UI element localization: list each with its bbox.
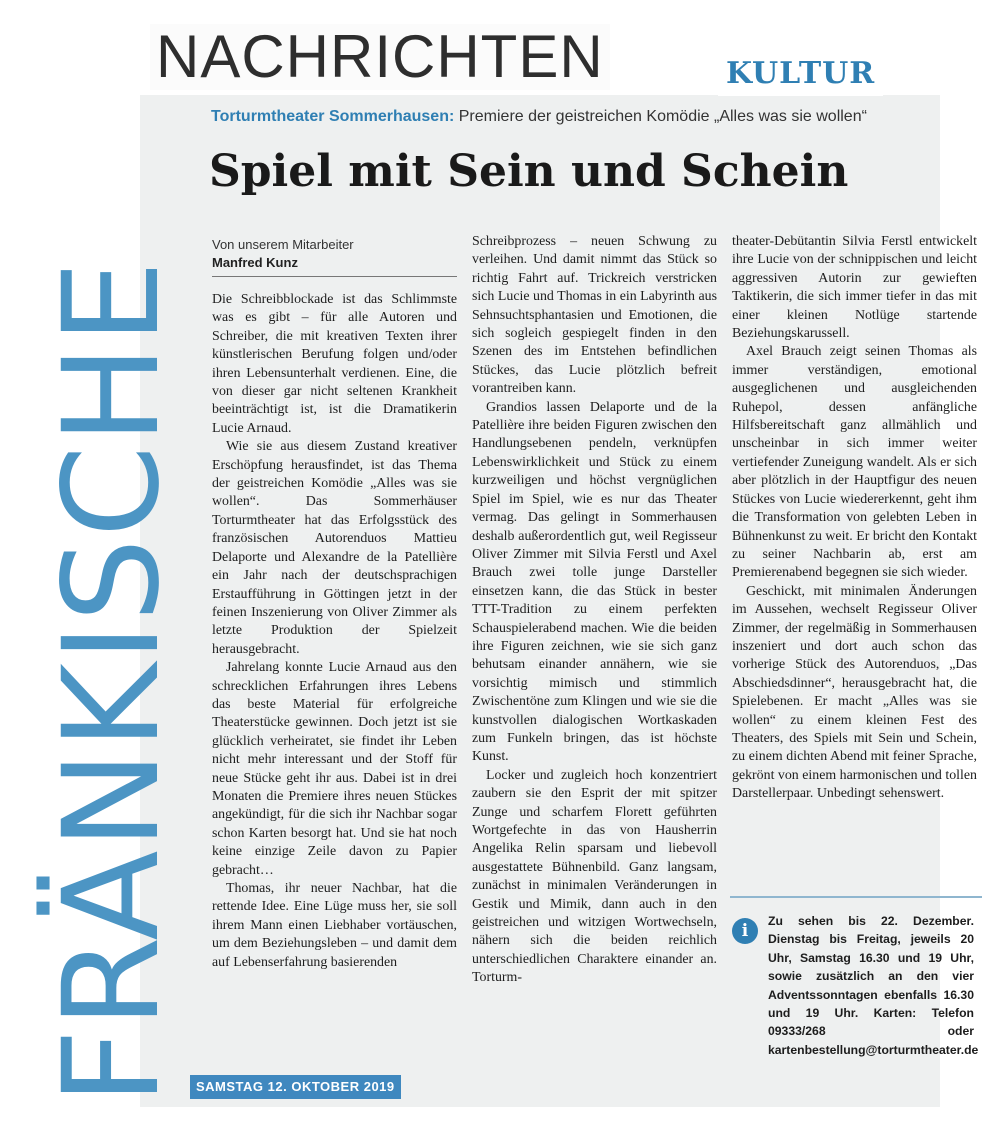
- paragraph: Thomas, ihr neuer Nachbar, hat die rettende Idee. Eine Lüge muss her, sie soll ihrem Mann einen Liebhaber vortäuschen, um dem Beziehungsleben – und damit dem auf Lebenserfahrung basierenden: [212, 881, 457, 970]
- paragraph: Axel Brauch zeigt seinen Thomas als immer verständigen, emotional ausgeglichenen und ausgleichenden Ruhepol, dessen anfängliche Hilfsbereitschaft ganz allmählich und unscheinbar in sich immer weiter vertiefender Zuneigung wandelt. Als er sich aber plötzlich in der Hauptfigur des neuen Stückes von Lucie wiedererkennt, geht ihm die Transformation von gelebten Leben in Bühnenkunst zu weit. Er bricht den Kontakt zu seiner Nachbarin ab, erst am Premierenabend begegnen sie sich wieder.: [732, 344, 977, 581]
- kicker-text: Premiere der geistreichen Komödie „Alles was sie wollen“: [454, 108, 867, 125]
- byline-author: Manfred Kunz: [212, 255, 298, 270]
- byline-divider: [212, 276, 457, 277]
- paragraph: Grandios lassen Delaporte und de la Patellière ihre beiden Figuren zwischen den Handlungsebenen pendeln, verknüpfen Lebenswirklichkeit und Stück zu einem kurzweiligen und höchst vergnüglichen Spiel im Spiel, wie es nur das Theater vermag. Das gelingt in Sommerhausen deshalb außerordentlich gut, weil Regisseur Oliver Zimmer mit Silvia Ferstl und Axel Brauch zwei tolle junge Darsteller einsetzen kann, die das Stück in bester TTT-Tradition zu einem perfekten Schauspielerabend machen. Wie die beiden ihre Figuren zeichnen, wie sie sich ganz behutsam einander annähern, wie sie vorsichtig mimisch und stimmlich Zwischentöne zum Klingen und wie sie die kunstvollen dialogischen Wortkaskaden zum Funkeln bringen, das ist höchste Kunst.: [472, 399, 717, 765]
- paragraph: Die Schreibblockade ist das Schlimmste was es gibt – für alle Autoren und Schreiber, die mit kreativen Texten ihrer künstlerischen Berufung folgen und/oder ihren Lebensunterhalt verdienen. Eine, die von dieser gar nicht seltenen Krankheit beeinträchtigt ist, ist die Dramatikerin Lucie Arnaud.: [212, 292, 457, 436]
- paragraph: theater-Debütantin Silvia Ferstl entwickelt ihre Lucie von der schnippischen und leicht aggressiven Autorin zur gewieften Taktikerin, die sich immer tiefer in das mit einer kleinen Notlüge startende Beziehungskarussell.: [732, 234, 977, 342]
- article-kicker: [211, 108, 867, 126]
- paragraph: Locker und zugleich hoch konzentriert zaubern sie den Esprit der mit spitzer Zunge und scharfem Florett geführten Wortgefechte in das von Hausherrin Angelika Relin sparsam und liebevoll ausgestattete Bühnenbild. Ganz langsam, zunächst in minimalen Veränderungen in Gestik und Mimik, dann auch in den geistreichen und witzigen Wortwechseln, nähern sich die beiden reichlich unterschiedlichen Charaktere einander an. Torturm-: [472, 767, 717, 986]
- article-column-1: [212, 291, 457, 972]
- article-column-2: [472, 233, 717, 988]
- info-text: Zu sehen bis 22. Dezember. Dienstag bis Freitag, jeweils 20 Uhr, Samstag 16.30 und 19 Uhr, sowie zusätzlich an den vier Adventssonntagen ebenfalls 16.30 und 19 Uhr. Karten: Telefon 09333/268 oder kartenbestellung@torturmtheater.de: [768, 914, 979, 1057]
- paragraph: Wie sie aus diesem Zustand kreativer Erschöpfung herausfindet, ist das Thema der geistreichen Komödie „Alles was sie wollen“. Das Sommerhäuser Torturmtheater hat das Erfolgsstück des französischen Autorenduos Mattieu Delaporte und Alexandre de la Patellière ein Jahr nach der deutschsprachigen Erstaufführung in Göttingen jetzt in der feinen Inszenierung von Oliver Zimmer als letzte Produktion der Spielzeit herausgebracht.: [212, 439, 457, 657]
- paragraph: Jahrelang konnte Lucie Arnaud aus den schrecklichen Erfahrungen ihres Lebens das beste Material für erfolgreiche Theaterstücke gewinnen. Doch jetzt ist sie glücklich verheiratet, sie findet ihr Leben nicht mehr interessant und der Stoff für neue Stücke geht ihr aus. Dabei ist in drei Monaten die Premiere ihres neuen Stückes angekündigt, für die sich ihr Nachbar sogar schon Karten besorgt hat. Und sie hat noch keine einzige Zeile davon zu Papier gebracht…: [212, 660, 457, 878]
- publication-date: SAMSTAG 12. OKTOBER 2019: [190, 1075, 401, 1099]
- info-box-rule: [730, 896, 982, 898]
- byline: [212, 236, 354, 272]
- vertical-newspaper-title: FRÄNKISCHE: [35, 259, 189, 1105]
- section-tag: KULTUR: [718, 52, 883, 96]
- paragraph: Geschickt, mit minimalen Änderungen im Aussehen, wechselt Regisseur Oliver Zimmer, der regelmäßig in Sommerhausen inszeniert und dort auch schon das vorherige Stück des Autorenduos, „Das Abschiedsdinner“, herausgebracht hat, die Spielebenen. Er macht „Alles was sie wollen“ zu einem kleinen Fest des Theaters, des Spiels mit Sein und Schein, zu einem dichten Abend mit feiner Sprache, gekrönt von einem harmonischen und tollen Darstellerpaar. Unbedingt sehenswert.: [732, 583, 977, 802]
- paragraph: Schreibprozess – neuen Schwung zu verleihen. Und damit nimmt das Stück so richtig Fahrt auf. Trickreich verstricken sich Lucie und Thomas in ein Labyrinth aus Sehnsuchtsphantasien und Emotionen, die sich sogleich gespiegelt finden in den Szenen des im Entstehen befindlichen Stückes, das Lucie plötzlich befreit vorantreiben kann.: [472, 234, 717, 397]
- section-title: NACHRICHTEN: [150, 24, 610, 90]
- info-icon: i: [732, 918, 758, 944]
- article-column-3: [732, 233, 977, 804]
- byline-prefix: Von unserem Mitarbeiter: [212, 237, 354, 252]
- article-headline: Spiel mit Sein und Schein: [209, 146, 849, 197]
- kicker-venue: Torturmtheater Sommerhausen:: [211, 108, 455, 125]
